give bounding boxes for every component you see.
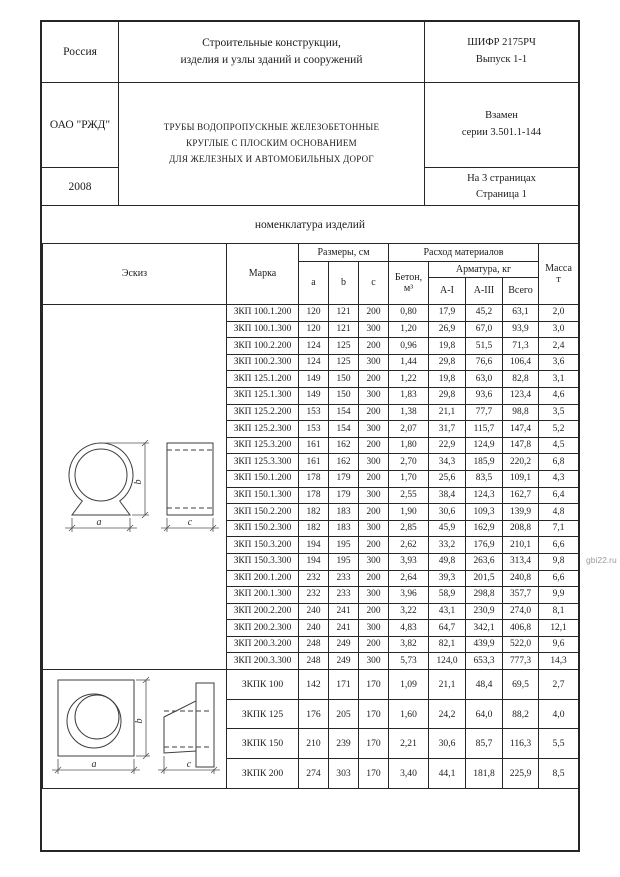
value-cell: 24,2	[429, 699, 466, 729]
value-cell: 125	[329, 354, 359, 371]
value-cell: 406,8	[503, 620, 539, 637]
value-cell: 170	[359, 759, 389, 789]
value-cell: 4,6	[539, 387, 579, 404]
value-cell: 2,62	[389, 537, 429, 554]
value-cell: 230,9	[466, 603, 503, 620]
value-cell: 109,1	[503, 470, 539, 487]
mark-cell: ЗКП 125.3.200	[227, 437, 299, 454]
value-cell: 240	[299, 620, 329, 637]
col-header-dimensions: Размеры, см	[299, 244, 389, 262]
value-cell: 232	[299, 587, 329, 604]
value-cell: 149	[299, 371, 329, 388]
value-cell: 2,7	[539, 670, 579, 700]
mark-cell: ЗКПК 125	[227, 699, 299, 729]
value-cell: 232	[299, 570, 329, 587]
value-cell: 9,8	[539, 553, 579, 570]
zkpk-rows-section	[43, 670, 579, 789]
value-cell: 1,80	[389, 437, 429, 454]
col-header-rebar: Арматура, кг	[429, 262, 539, 278]
value-cell: 93,9	[503, 321, 539, 338]
value-cell: 300	[359, 354, 389, 371]
value-cell: 39,3	[429, 570, 466, 587]
value-cell: 300	[359, 520, 389, 537]
col-header-materials: Расход материалов	[389, 244, 539, 262]
value-cell: 3,40	[389, 759, 429, 789]
value-cell: 3,22	[389, 603, 429, 620]
table-header	[43, 244, 579, 305]
empty-footer-box	[42, 789, 578, 850]
value-cell: 45,9	[429, 520, 466, 537]
value-cell: 194	[299, 553, 329, 570]
value-cell: 200	[359, 404, 389, 421]
organization-cell	[42, 82, 119, 167]
replaces-line1: Взамен	[485, 110, 518, 122]
mark-cell: ЗКП 125.1.200	[227, 371, 299, 388]
value-cell: 2,70	[389, 454, 429, 471]
dim-label-a: a	[91, 758, 96, 770]
value-cell: 1,60	[389, 699, 429, 729]
col-header-ai: А-I	[429, 278, 466, 305]
value-cell: 210,1	[503, 537, 539, 554]
value-cell: 98,8	[503, 404, 539, 421]
value-cell: 176	[299, 699, 329, 729]
value-cell: 21,1	[429, 404, 466, 421]
value-cell: 179	[329, 470, 359, 487]
value-cell: 182	[299, 520, 329, 537]
value-cell: 5,5	[539, 729, 579, 759]
value-cell: 22,9	[429, 437, 466, 454]
pages-line2: Страница 1	[476, 188, 527, 200]
value-cell: 300	[359, 553, 389, 570]
value-cell: 77,7	[466, 404, 503, 421]
value-cell: 124	[299, 338, 329, 355]
value-cell: 183	[329, 520, 359, 537]
value-cell: 29,8	[429, 354, 466, 371]
value-cell: 45,2	[466, 305, 503, 322]
value-cell: 63,0	[466, 371, 503, 388]
value-cell: 200	[359, 305, 389, 322]
section-title-label: номенклатура изделий	[254, 218, 366, 231]
value-cell: 88,2	[503, 699, 539, 729]
dim-label-b: b	[132, 479, 144, 485]
country-cell	[42, 22, 119, 82]
value-cell: 162	[329, 437, 359, 454]
value-cell: 83,5	[466, 470, 503, 487]
value-cell: 210	[299, 729, 329, 759]
value-cell: 76,6	[466, 354, 503, 371]
value-cell: 2,85	[389, 520, 429, 537]
value-cell: 342,1	[466, 620, 503, 637]
value-cell: 64,0	[466, 699, 503, 729]
replaces-cell	[424, 82, 578, 167]
value-cell: 161	[299, 454, 329, 471]
value-cell: 170	[359, 729, 389, 759]
value-cell: 0,80	[389, 305, 429, 322]
value-cell: 300	[359, 620, 389, 637]
mark-cell: ЗКП 150.1.300	[227, 487, 299, 504]
value-cell: 150	[329, 371, 359, 388]
mark-cell: ЗКПК 200	[227, 759, 299, 789]
value-cell: 31,7	[429, 421, 466, 438]
value-cell: 82,1	[429, 636, 466, 653]
conical-link-sketch-cell	[43, 670, 227, 789]
dim-label-a: a	[96, 517, 101, 529]
value-cell: 82,8	[503, 371, 539, 388]
table-row	[43, 670, 579, 700]
value-cell: 3,96	[389, 587, 429, 604]
value-cell: 161	[299, 437, 329, 454]
value-cell: 300	[359, 421, 389, 438]
value-cell: 1,44	[389, 354, 429, 371]
value-cell: 162,9	[466, 520, 503, 537]
value-cell: 5,73	[389, 653, 429, 670]
value-cell: 3,6	[539, 354, 579, 371]
value-cell: 109,3	[466, 504, 503, 521]
value-cell: 3,93	[389, 553, 429, 570]
mark-cell: ЗКП 200.3.300	[227, 653, 299, 670]
value-cell: 248	[299, 653, 329, 670]
value-cell: 38,4	[429, 487, 466, 504]
value-cell: 48,4	[466, 670, 503, 700]
value-cell: 8,1	[539, 603, 579, 620]
value-cell: 19,8	[429, 371, 466, 388]
value-cell: 6,6	[539, 537, 579, 554]
value-cell: 153	[299, 404, 329, 421]
value-cell: 201,5	[466, 570, 503, 587]
section-title	[42, 205, 578, 243]
value-cell: 6,6	[539, 570, 579, 587]
title-block	[42, 22, 578, 205]
col-header-total: Всего	[503, 278, 539, 305]
value-cell: 25,6	[429, 470, 466, 487]
value-cell: 179	[329, 487, 359, 504]
value-cell: 2,55	[389, 487, 429, 504]
value-cell: 3,5	[539, 404, 579, 421]
document-title-line2: КРУГЛЫЕ С ПЛОСКИМ ОСНОВАНИЕМ	[186, 138, 357, 149]
value-cell: 4,83	[389, 620, 429, 637]
document-title-cell	[119, 82, 424, 205]
value-cell: 139,9	[503, 504, 539, 521]
value-cell: 85,7	[466, 729, 503, 759]
value-cell: 2,07	[389, 421, 429, 438]
value-cell: 263,6	[466, 553, 503, 570]
pages-line1: На 3 страницах	[467, 172, 536, 184]
dim-label-c: c	[186, 758, 191, 770]
value-cell: 1,20	[389, 321, 429, 338]
series-title-line1: Строительные конструкции,	[202, 37, 341, 50]
value-cell: 185,9	[466, 454, 503, 471]
col-header-c: c	[359, 262, 389, 305]
mass-label-line2: т	[556, 274, 561, 285]
value-cell: 154	[329, 421, 359, 438]
value-cell: 153	[299, 421, 329, 438]
value-cell: 14,3	[539, 653, 579, 670]
value-cell: 777,3	[503, 653, 539, 670]
dim-label-b: b	[133, 718, 145, 724]
value-cell: 241	[329, 620, 359, 637]
mark-cell: ЗКП 150.2.300	[227, 520, 299, 537]
value-cell: 51,5	[466, 338, 503, 355]
col-header-aiii: А-III	[466, 278, 503, 305]
value-cell: 4,0	[539, 699, 579, 729]
value-cell: 4,8	[539, 504, 579, 521]
document-title-line3: ДЛЯ ЖЕЛЕЗНЫХ И АВТОМОБИЛЬНЫХ ДОРОГ	[169, 153, 374, 164]
value-cell: 19,8	[429, 338, 466, 355]
value-cell: 178	[299, 470, 329, 487]
value-cell: 182	[299, 504, 329, 521]
value-cell: 43,1	[429, 603, 466, 620]
value-cell: 200	[359, 603, 389, 620]
value-cell: 200	[359, 504, 389, 521]
value-cell: 6,8	[539, 454, 579, 471]
pages-cell	[424, 167, 578, 205]
year-cell	[42, 167, 119, 205]
flat-base-pipe-drawing	[49, 428, 221, 546]
pipe-section-sketch-cell	[43, 305, 227, 670]
col-header-b: b	[329, 262, 359, 305]
value-cell: 300	[359, 454, 389, 471]
value-cell: 123,4	[503, 387, 539, 404]
value-cell: 248	[299, 636, 329, 653]
value-cell: 124,0	[429, 653, 466, 670]
value-cell: 120	[299, 321, 329, 338]
table-row	[43, 305, 579, 322]
year-label: 2008	[68, 180, 92, 193]
mark-cell: ЗКП 125.2.300	[227, 421, 299, 438]
value-cell: 195	[329, 553, 359, 570]
value-cell: 116,3	[503, 729, 539, 759]
value-cell: 3,82	[389, 636, 429, 653]
mark-cell: ЗКПК 100	[227, 670, 299, 700]
value-cell: 63,1	[503, 305, 539, 322]
value-cell: 2,4	[539, 338, 579, 355]
value-cell: 6,4	[539, 487, 579, 504]
document-title-line1: ТРУБЫ ВОДОПРОПУСКНЫЕ ЖЕЛЕЗОБЕТОННЫЕ	[163, 122, 380, 133]
issue-label: Выпуск 1-1	[475, 54, 528, 65]
value-cell: 9,6	[539, 636, 579, 653]
watermark: gbi22.ru	[586, 555, 617, 565]
value-cell: 2,21	[389, 729, 429, 759]
value-cell: 300	[359, 321, 389, 338]
value-cell: 2,0	[539, 305, 579, 322]
value-cell: 200	[359, 338, 389, 355]
value-cell: 124,3	[466, 487, 503, 504]
col-header-mass	[539, 244, 579, 305]
mark-cell: ЗКПК 150	[227, 729, 299, 759]
value-cell: 106,4	[503, 354, 539, 371]
mark-cell: ЗКП 125.2.200	[227, 404, 299, 421]
value-cell: 162,7	[503, 487, 539, 504]
value-cell: 121	[329, 305, 359, 322]
value-cell: 33,2	[429, 537, 466, 554]
value-cell: 313,4	[503, 553, 539, 570]
value-cell: 71,3	[503, 338, 539, 355]
mark-cell: ЗКП 150.3.200	[227, 537, 299, 554]
concrete-label-line2: м³	[403, 283, 414, 294]
value-cell: 3,1	[539, 371, 579, 388]
value-cell: 274	[299, 759, 329, 789]
country-label: Россия	[63, 46, 97, 58]
value-cell: 300	[359, 587, 389, 604]
value-cell: 522,0	[503, 636, 539, 653]
dim-label-c: c	[187, 517, 192, 529]
zkp-rows-section	[43, 305, 579, 670]
document-sheet	[40, 20, 580, 852]
value-cell: 170	[359, 699, 389, 729]
col-header-concrete	[389, 262, 429, 305]
value-cell: 274,0	[503, 603, 539, 620]
value-cell: 125	[329, 338, 359, 355]
value-cell: 17,9	[429, 305, 466, 322]
value-cell: 220,2	[503, 454, 539, 471]
value-cell: 1,83	[389, 387, 429, 404]
col-header-a: a	[299, 262, 329, 305]
value-cell: 239	[329, 729, 359, 759]
value-cell: 58,9	[429, 587, 466, 604]
value-cell: 200	[359, 437, 389, 454]
value-cell: 30,6	[429, 504, 466, 521]
value-cell: 69,5	[503, 670, 539, 700]
value-cell: 241	[329, 603, 359, 620]
series-title-cell	[119, 22, 424, 82]
value-cell: 300	[359, 387, 389, 404]
value-cell: 205	[329, 699, 359, 729]
mark-cell: ЗКП 125.3.300	[227, 454, 299, 471]
value-cell: 1,70	[389, 470, 429, 487]
value-cell: 171	[329, 670, 359, 700]
value-cell: 176,9	[466, 537, 503, 554]
value-cell: 183	[329, 504, 359, 521]
col-header-sketch: Эскиз	[43, 244, 227, 305]
value-cell: 7,1	[539, 520, 579, 537]
value-cell: 4,3	[539, 470, 579, 487]
value-cell: 93,6	[466, 387, 503, 404]
mark-cell: ЗКП 150.3.300	[227, 553, 299, 570]
value-cell: 147,4	[503, 421, 539, 438]
nomenclature-table	[42, 243, 579, 789]
value-cell: 303	[329, 759, 359, 789]
value-cell: 195	[329, 537, 359, 554]
value-cell: 357,7	[503, 587, 539, 604]
value-cell: 178	[299, 487, 329, 504]
concrete-label-line1: Бетон,	[394, 271, 423, 283]
cipher-cell	[424, 22, 578, 82]
value-cell: 240,8	[503, 570, 539, 587]
value-cell: 200	[359, 537, 389, 554]
value-cell: 1,22	[389, 371, 429, 388]
mark-cell: ЗКП 200.1.300	[227, 587, 299, 604]
value-cell: 200	[359, 470, 389, 487]
value-cell: 34,3	[429, 454, 466, 471]
value-cell: 124	[299, 354, 329, 371]
mark-cell: ЗКП 150.2.200	[227, 504, 299, 521]
mark-cell: ЗКП 200.2.200	[227, 603, 299, 620]
value-cell: 225,9	[503, 759, 539, 789]
value-cell: 300	[359, 653, 389, 670]
value-cell: 4,5	[539, 437, 579, 454]
value-cell: 150	[329, 387, 359, 404]
mark-cell: ЗКП 100.1.200	[227, 305, 299, 322]
value-cell: 154	[329, 404, 359, 421]
value-cell: 653,3	[466, 653, 503, 670]
col-header-mark: Марка	[227, 244, 299, 305]
value-cell: 2,64	[389, 570, 429, 587]
cipher-label: ШИФР 2175РЧ	[467, 37, 536, 49]
mark-cell: ЗКП 125.1.300	[227, 387, 299, 404]
value-cell: 5,2	[539, 421, 579, 438]
value-cell: 120	[299, 305, 329, 322]
value-cell: 49,8	[429, 553, 466, 570]
value-cell: 181,8	[466, 759, 503, 789]
value-cell: 21,1	[429, 670, 466, 700]
value-cell: 1,09	[389, 670, 429, 700]
organization-label: ОАО "РЖД"	[49, 119, 111, 131]
value-cell: 249	[329, 636, 359, 653]
mark-cell: ЗКП 150.1.200	[227, 470, 299, 487]
value-cell: 249	[329, 653, 359, 670]
mark-cell: ЗКП 100.1.300	[227, 321, 299, 338]
value-cell: 200	[359, 636, 389, 653]
mark-cell: ЗКП 100.2.300	[227, 354, 299, 371]
value-cell: 1,90	[389, 504, 429, 521]
value-cell: 121	[329, 321, 359, 338]
value-cell: 12,1	[539, 620, 579, 637]
mass-label-line1: Масса	[545, 262, 572, 274]
value-cell: 208,8	[503, 520, 539, 537]
value-cell: 147,8	[503, 437, 539, 454]
value-cell: 233	[329, 570, 359, 587]
value-cell: 1,38	[389, 404, 429, 421]
value-cell: 124,9	[466, 437, 503, 454]
mark-cell: ЗКП 200.3.200	[227, 636, 299, 653]
value-cell: 200	[359, 570, 389, 587]
value-cell: 240	[299, 603, 329, 620]
mark-cell: ЗКП 200.1.200	[227, 570, 299, 587]
mark-cell: ЗКП 200.2.300	[227, 620, 299, 637]
value-cell: 298,8	[466, 587, 503, 604]
value-cell: 64,7	[429, 620, 466, 637]
mark-cell: ЗКП 100.2.200	[227, 338, 299, 355]
value-cell: 26,9	[429, 321, 466, 338]
value-cell: 67,0	[466, 321, 503, 338]
value-cell: 30,6	[429, 729, 466, 759]
value-cell: 149	[299, 387, 329, 404]
value-cell: 142	[299, 670, 329, 700]
value-cell: 170	[359, 670, 389, 700]
value-cell: 9,9	[539, 587, 579, 604]
conical-link-drawing	[46, 675, 224, 783]
value-cell: 29,8	[429, 387, 466, 404]
value-cell: 44,1	[429, 759, 466, 789]
value-cell: 162	[329, 454, 359, 471]
value-cell: 439,9	[466, 636, 503, 653]
value-cell: 115,7	[466, 421, 503, 438]
value-cell: 300	[359, 487, 389, 504]
value-cell: 200	[359, 371, 389, 388]
value-cell: 8,5	[539, 759, 579, 789]
replaces-line2: серии 3.501.1-144	[461, 127, 542, 138]
value-cell: 3,0	[539, 321, 579, 338]
series-title-line2: изделия и узлы зданий и сооружений	[180, 54, 363, 66]
value-cell: 194	[299, 537, 329, 554]
value-cell: 0,96	[389, 338, 429, 355]
value-cell: 233	[329, 587, 359, 604]
